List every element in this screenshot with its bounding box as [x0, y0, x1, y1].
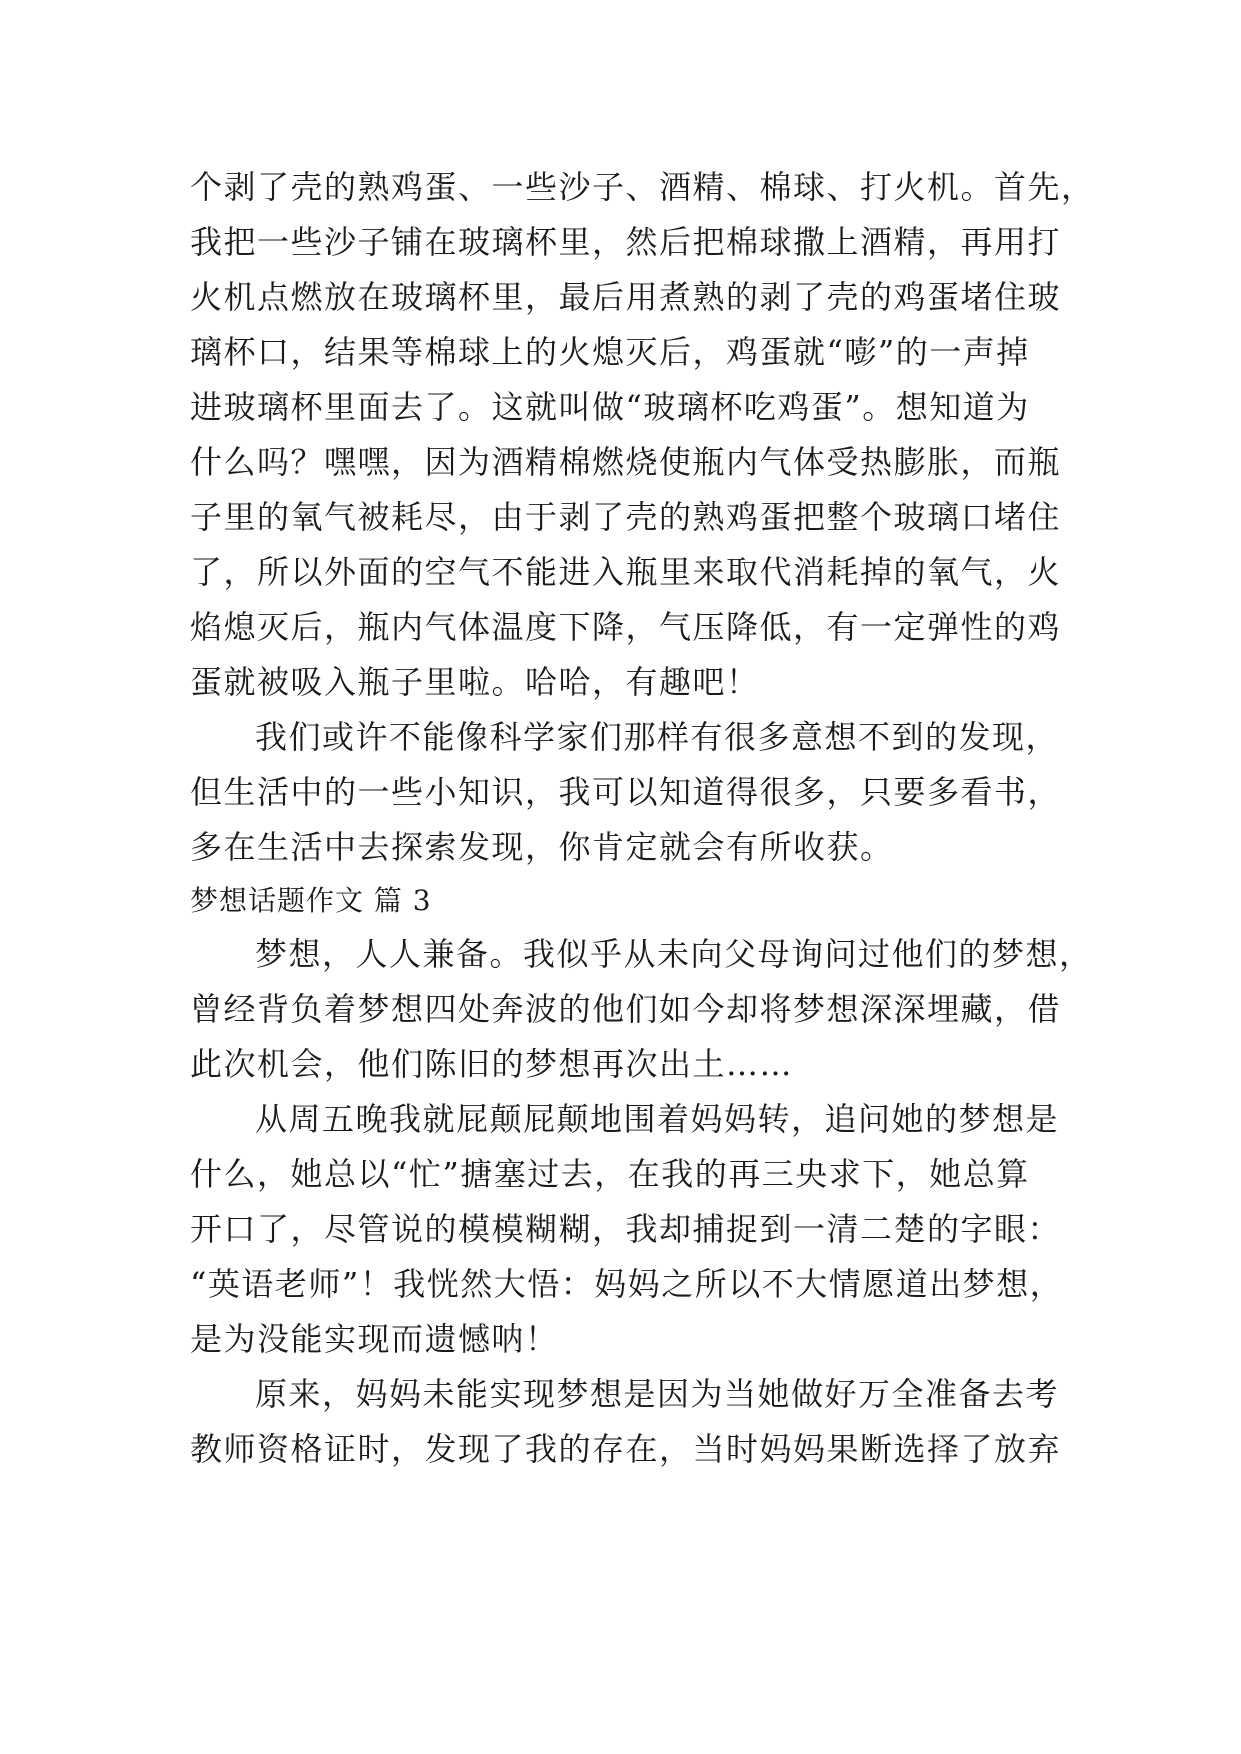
text-line: 是为没能实现而遗憾呐！: [190, 1320, 559, 1358]
text-line: 进玻璃杯里面去了。这就叫做“玻璃杯吃鸡蛋”。想知道为: [190, 388, 1030, 426]
text-line: 多在生活中去探索发现，你肯定就会有所收获。: [190, 828, 894, 866]
document-body: [190, 160, 1095, 1477]
text-line: 个剥了壳的熟鸡蛋、一些沙子、酒精、棉球、打火机。首先，: [190, 168, 1095, 206]
text-line: 开口了，尽管说的模模糊糊，我却捕捉到一清二楚的字眼：: [190, 1210, 1062, 1248]
paragraph: [190, 710, 1065, 875]
text-line: 我把一些沙子铺在玻璃杯里，然后把棉球撒上酒精，再用打: [190, 223, 1062, 261]
paragraph-continuation: [190, 160, 1095, 710]
paragraph: [190, 927, 1093, 1092]
paragraph: [190, 1092, 1065, 1367]
text-line: 璃杯口，结果等棉球上的火熄灭后，鸡蛋就“嘭”的一声掉: [190, 333, 1030, 371]
text-line: 什么，她总以“忙”搪塞过去，在我的再三央求下，她总算: [190, 1155, 1030, 1193]
text-line-first: 梦想，人人兼备。我似乎从未向父母询问过他们的梦想，: [255, 935, 1093, 973]
section-heading: [190, 875, 1065, 927]
text-line: 火机点燃放在玻璃杯里，最后用煮熟的剥了壳的鸡蛋堵住玻: [190, 278, 1062, 316]
section-title: 梦想话题作文 篇 3: [190, 884, 432, 917]
text-line: 子里的氧气被耗尽，由于剥了壳的熟鸡蛋把整个玻璃口堵住: [190, 498, 1062, 536]
paragraph: [190, 1367, 1065, 1477]
text-line: 但生活中的一些小知识，我可以知道得很多，只要多看书，: [190, 773, 1062, 811]
text-line: 蛋就被吸入瓶子里啦。哈哈，有趣吧！: [190, 663, 760, 701]
text-line: 了，所以外面的空气不能进入瓶里来取代消耗掉的氧气，火: [190, 553, 1062, 591]
text-line: “英语老师”！我恍然大悟：妈妈之所以不大情愿道出梦想，: [190, 1265, 1064, 1303]
text-line: 曾经背负着梦想四处奔波的他们如今却将梦想深深埋藏，借: [190, 990, 1062, 1028]
text-line-first: 从周五晚我就屁颠屁颠地围着妈妈转，追问她的梦想是: [255, 1100, 1060, 1138]
text-line: 教师资格证时，发现了我的存在，当时妈妈果断选择了放弃: [190, 1430, 1062, 1468]
text-line-first: 原来，妈妈未能实现梦想是因为当她做好万全准备去考: [255, 1375, 1060, 1413]
text-line: 此次机会，他们陈旧的梦想再次出土……: [190, 1045, 794, 1083]
text-line: 什么吗？嘿嘿，因为酒精棉燃烧使瓶内气体受热膨胀，而瓶: [190, 443, 1062, 481]
text-line: 焰熄灭后，瓶内气体温度下降，气压降低，有一定弹性的鸡: [190, 608, 1062, 646]
text-line-first: 我们或许不能像科学家们那样有很多意想不到的发现，: [255, 718, 1060, 756]
